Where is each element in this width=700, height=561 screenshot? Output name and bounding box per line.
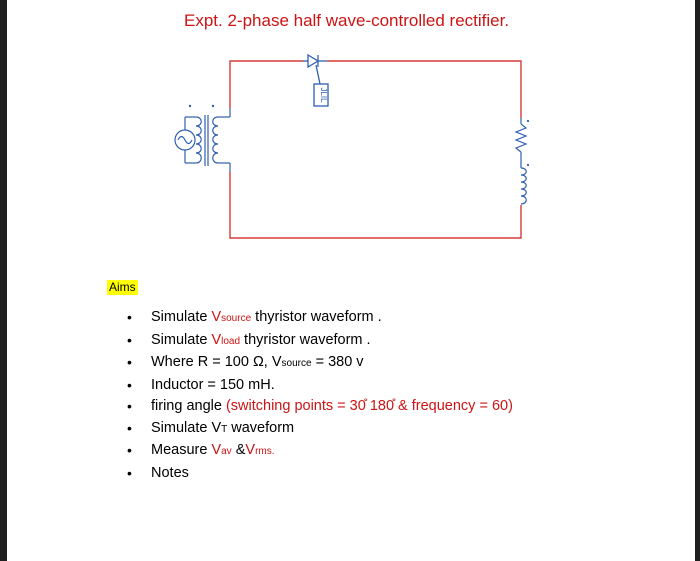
bullet-vt: • Simulate VT waveform <box>127 418 513 441</box>
bullet-vsource: • Simulate Vsource thyristor waveform . <box>127 307 513 330</box>
load-resistor-inductor <box>516 118 526 204</box>
wire-top-right <box>327 61 521 118</box>
ac-source-transformer <box>175 108 230 172</box>
bullet-firing-angle: • firing angle (switching points = 30̊ 180̊ & frequency = 60) <box>127 396 513 418</box>
circuit-wires <box>230 61 521 238</box>
page-title: Expt. 2-phase half wave-controlled rectifier. <box>184 11 510 30</box>
bullet-resistance: • Where R = 100 Ω, Vsource = 380 v <box>127 352 513 375</box>
load-dot-bottom <box>527 164 529 166</box>
wire-top-left <box>230 61 303 108</box>
polarity-dots <box>189 105 214 107</box>
pulse-label: JLIL <box>319 87 328 103</box>
bullet-notes: • Notes <box>127 463 513 485</box>
load-dot-top <box>527 120 529 122</box>
aims-label: Aims <box>109 280 136 294</box>
bullet-measure: • Measure Vav &Vrms. <box>127 440 513 463</box>
wire-bottom <box>230 172 521 238</box>
bullet-inductor: • Inductor = 150 mH. <box>127 375 513 397</box>
aims-list <box>127 307 513 484</box>
bullet-vload: • Simulate Vload thyristor waveform . <box>127 330 513 353</box>
pulse-generator <box>314 84 328 106</box>
thyristor-symbol <box>303 55 327 84</box>
